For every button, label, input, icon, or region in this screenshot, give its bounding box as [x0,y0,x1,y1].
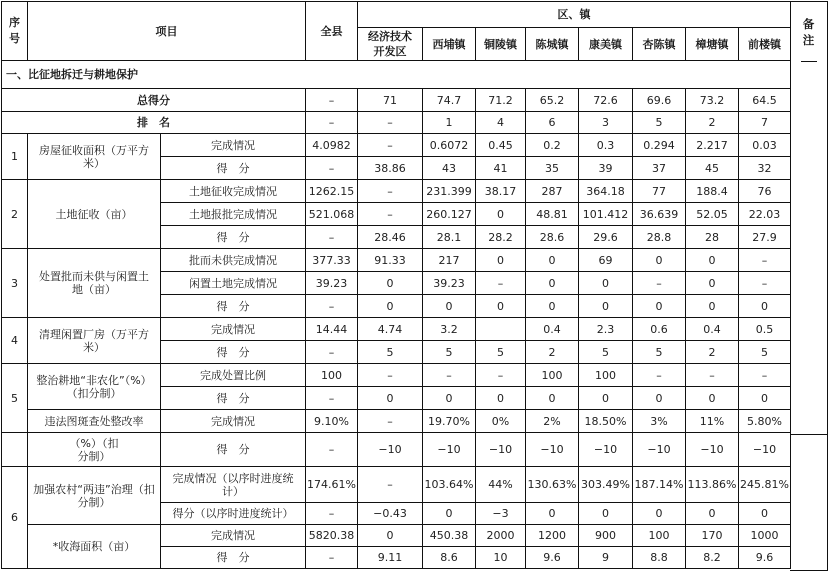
cell: 0 [633,295,686,318]
table-row [2,180,791,203]
cell: 0 [739,503,791,525]
cell: 29.6 [579,226,633,249]
cell: 41 [476,157,526,180]
cell: – [633,272,686,295]
cell: 5 [739,341,791,364]
cell: 9.6 [739,547,791,569]
cell: 69.6 [633,89,686,112]
cell: −10 [476,433,526,467]
cell: 0 [579,272,633,295]
cell: −10 [579,433,633,467]
cell: – [358,410,423,433]
cell: – [306,89,358,112]
cell: 0 [526,272,579,295]
cell: 100 [633,525,686,547]
cell: 0 [476,295,526,318]
table-row [2,318,791,341]
row-item: 房屋征收面积（万平方米） [28,134,161,180]
cell: 5.80% [739,410,791,433]
cell: 37 [633,157,686,180]
cell: 35 [526,157,579,180]
cell: −10 [358,433,423,467]
cell: 11% [686,410,739,433]
cell: 3 [579,112,633,134]
cell: 103.64% [423,467,476,503]
cell: – [358,180,423,203]
cell: 303.49% [579,467,633,503]
cell: 245.81% [739,467,791,503]
cell: 174.61% [306,467,358,503]
row-seq: 5 [2,364,28,433]
row-sub-label: 批而未供完成情况 [161,249,306,272]
cell: 0 [686,249,739,272]
cell: 0.294 [633,134,686,157]
header-remark: 备注 [801,2,817,62]
cell: 43 [423,157,476,180]
cell: 231.399 [423,180,476,203]
row-seq: 6 [2,467,28,569]
cell: −10 [633,433,686,467]
cell: 0 [633,249,686,272]
cell: −10 [686,433,739,467]
cell: 0 [476,387,526,410]
header-district: 铜陵镇 [476,28,526,61]
cell: 9.10% [306,410,358,433]
cell: 0.4 [526,318,579,341]
cell: 0 [633,503,686,525]
cell: 14.44 [306,318,358,341]
cell: 0 [633,387,686,410]
cell: 22.03 [739,203,791,226]
cell: 0.6072 [423,134,476,157]
cell: – [476,272,526,295]
cell: 1262.15 [306,180,358,203]
cell: 0 [358,295,423,318]
cell: – [306,157,358,180]
cell: 0.2 [526,134,579,157]
cell: – [686,364,739,387]
cell: 74.7 [423,89,476,112]
cell: 9.6 [526,547,579,569]
cell: 10 [476,547,526,569]
cell: 3% [633,410,686,433]
row-seq: 3 [2,249,28,318]
cell: – [306,387,358,410]
row-item: 土地征收（亩） [28,180,161,249]
cell: 0% [476,410,526,433]
row-sub-label: 得 分 [161,547,306,569]
cell: −0.43 [358,503,423,525]
row-item: 处置批而未供与闲置土地（亩） [28,249,161,318]
cell: 2 [686,112,739,134]
cell: 0.45 [476,134,526,157]
cell: 0.03 [739,134,791,157]
cell: 39.23 [423,272,476,295]
cell: 28.6 [526,226,579,249]
total-label: 总得分 [2,89,306,112]
header-district: 陈城镇 [526,28,579,61]
cell: 5 [633,112,686,134]
cell: 188.4 [686,180,739,203]
row-sub-label: 土地征收完成情况 [161,180,306,203]
cell: 28.8 [633,226,686,249]
cell: 170 [686,525,739,547]
row-item: 加强农村“两违”治理（扣分制） [28,467,161,525]
header-county: 全县 [306,2,358,61]
cell: – [306,503,358,525]
cell: 1000 [739,525,791,547]
cell: 36.639 [633,203,686,226]
cell: 8.2 [686,547,739,569]
header-district: 樟塘镇 [686,28,739,61]
header-seq: 序号 [2,2,28,61]
row-item: 整治耕地“非农化”（%）（扣分制） [28,364,161,410]
cell: – [633,364,686,387]
cell: 76 [739,180,791,203]
cell: 5820.38 [306,525,358,547]
cell [476,318,526,341]
cell: 1 [423,112,476,134]
cell: 3.2 [423,318,476,341]
cell: 2 [526,341,579,364]
cell: 64.5 [739,89,791,112]
table-row [2,525,791,547]
cell: – [306,112,358,134]
row-sub-label: 得 分 [161,433,306,467]
cell: 6 [526,112,579,134]
cell: 900 [579,525,633,547]
cell: 0 [579,295,633,318]
row-sub-label: 土地报批完成情况 [161,203,306,226]
cell: 4.0982 [306,134,358,157]
cell: 7 [739,112,791,134]
cell: – [476,364,526,387]
cell: – [306,226,358,249]
cell: 71.2 [476,89,526,112]
cell: – [358,134,423,157]
cell: 0.6 [633,318,686,341]
cell: 44% [476,467,526,503]
table-row [2,410,791,433]
cell: – [739,364,791,387]
cell: 0 [686,272,739,295]
cell: 8.8 [633,547,686,569]
cell: 69 [579,249,633,272]
row-sub-label: 完成情况 [161,318,306,341]
row-item: *收海面积（亩） [28,525,161,569]
row-sub-label: 得 分 [161,226,306,249]
row-item: （%）（扣分制） [28,433,161,467]
cell: 130.63% [526,467,579,503]
cell: 0 [358,387,423,410]
cell: 28 [686,226,739,249]
cell: 5 [423,341,476,364]
cell: 0 [526,295,579,318]
cell: 2% [526,410,579,433]
cell: 113.86% [686,467,739,503]
cell: −10 [739,433,791,467]
cell: 377.33 [306,249,358,272]
cell: 364.18 [579,180,633,203]
row-sub-label: 完成处置比例 [161,364,306,387]
header-district: 经济技术开发区 [358,28,423,61]
cell: 2.3 [579,318,633,341]
cell: 287 [526,180,579,203]
remark-cell [790,435,827,570]
table-row-total [2,89,791,112]
cell: −3 [476,503,526,525]
row-seq [2,433,28,467]
row-sub-label: 得 分 [161,387,306,410]
cell: 45 [686,157,739,180]
cell: 5 [476,341,526,364]
table-row [2,467,791,503]
cell: 0.5 [739,318,791,341]
cell: 39 [579,157,633,180]
table-row [2,433,791,467]
cell: 450.38 [423,525,476,547]
cell: 0 [358,272,423,295]
cell: 100 [526,364,579,387]
cell: 18.50% [579,410,633,433]
cell: 9 [579,547,633,569]
cell: 5 [358,341,423,364]
header-district: 前楼镇 [739,28,791,61]
cell: 217 [423,249,476,272]
cell: 48.81 [526,203,579,226]
header-district: 康美镇 [579,28,633,61]
cell: 4.74 [358,318,423,341]
cell: 77 [633,180,686,203]
cell: – [306,547,358,569]
cell: 0 [686,387,739,410]
row-sub-label: 得 分 [161,341,306,364]
cell: 38.17 [476,180,526,203]
cell: 101.412 [579,203,633,226]
cell: 32 [739,157,791,180]
row-sub-label: 闲置土地完成情况 [161,272,306,295]
cell: 0 [739,295,791,318]
cell: 0 [423,387,476,410]
header-item: 项目 [28,2,306,61]
table-row [2,134,791,157]
cell: 100 [579,364,633,387]
cell: 0 [526,387,579,410]
cell: 28.1 [423,226,476,249]
cell: 0 [579,503,633,525]
cell: 0.3 [579,134,633,157]
cell: 0 [526,249,579,272]
cell: 73.2 [686,89,739,112]
cell: – [423,364,476,387]
cell: 71 [358,89,423,112]
cell: – [306,433,358,467]
cell: 72.6 [579,89,633,112]
cell: 521.068 [306,203,358,226]
cell: 27.9 [739,226,791,249]
cell: 0 [686,295,739,318]
row-seq: 1 [2,134,28,180]
cell: 52.05 [686,203,739,226]
header-district-group: 区、镇 [358,2,791,28]
row-sub-label: 完成情况（以序时进度统计） [161,467,306,503]
cell: 0 [423,295,476,318]
cell: – [306,295,358,318]
assessment-table [1,1,791,569]
row-sub-label: 得 分 [161,157,306,180]
cell: 0 [476,203,526,226]
cell: 8.6 [423,547,476,569]
cell: 65.2 [526,89,579,112]
cell: 4 [476,112,526,134]
cell: – [739,249,791,272]
header-district: 西埔镇 [423,28,476,61]
row-item: 违法图斑查处整改率 [28,410,161,433]
cell: 0 [358,525,423,547]
cell: – [358,112,423,134]
remark-column [790,1,828,571]
row-sub-label: 完成情况 [161,134,306,157]
cell: 0.4 [686,318,739,341]
row-item: 清理闲置厂房（万平方米） [28,318,161,364]
cell: −10 [526,433,579,467]
cell: 19.70% [423,410,476,433]
row-sub-label: 完成情况 [161,410,306,433]
cell: 0 [739,387,791,410]
cell: 2.217 [686,134,739,157]
row-sub-label: 完成情况 [161,525,306,547]
cell: 28.2 [476,226,526,249]
table-row-rank [2,112,791,134]
remark-cell [790,62,827,435]
cell: 0 [686,503,739,525]
cell: 100 [306,364,358,387]
cell: 91.33 [358,249,423,272]
cell: 9.11 [358,547,423,569]
cell: – [306,341,358,364]
section-title: 一、比征地拆迁与耕地保护 [2,61,791,89]
rank-label: 排 名 [2,112,306,134]
cell: 260.127 [423,203,476,226]
row-seq: 2 [2,180,28,249]
cell: 5 [579,341,633,364]
cell: 0 [476,249,526,272]
header-district: 杏陈镇 [633,28,686,61]
cell: 2000 [476,525,526,547]
cell: 0 [526,503,579,525]
cell: 28.46 [358,226,423,249]
cell: – [358,467,423,503]
table-row [2,364,791,387]
cell: 39.23 [306,272,358,295]
cell: 187.14% [633,467,686,503]
cell: 0 [423,503,476,525]
table-row [2,249,791,272]
cell: 0 [579,387,633,410]
cell: 38.86 [358,157,423,180]
row-sub-label: 得 分 [161,295,306,318]
cell: – [739,272,791,295]
row-sub-label: 得分（以序时进度统计） [161,503,306,525]
cell: 2 [686,341,739,364]
cell: – [358,364,423,387]
cell: 5 [633,341,686,364]
row-seq: 4 [2,318,28,364]
cell: 1200 [526,525,579,547]
cell: – [358,203,423,226]
cell: −10 [423,433,476,467]
